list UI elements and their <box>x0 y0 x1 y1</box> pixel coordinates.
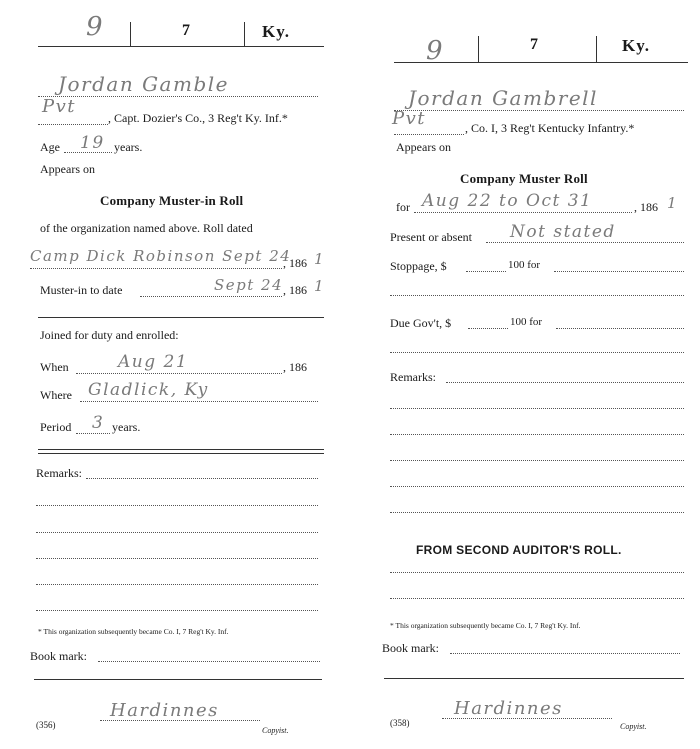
left-when-value: Aug 21 <box>118 352 189 372</box>
left-header-handwritten-number: 9 <box>86 12 105 42</box>
left-period-value: 3 <box>92 413 105 433</box>
right-auditor-stamp: FROM SECOND AUDITOR'S ROLL. <box>416 543 622 557</box>
left-roll-title: Company Muster-in Roll <box>100 193 244 208</box>
left-where-value: Gladlick, Ky <box>88 380 209 400</box>
left-muster-year-digit: 1 <box>314 277 326 295</box>
left-roll-dated-value: Camp Dick Robinson Sept 24 <box>30 247 292 265</box>
right-duegov-label: Due Gov't, $ <box>390 316 452 330</box>
right-appears-on: Appears on <box>396 140 451 154</box>
left-muster-label: Muster-in to date <box>40 283 123 297</box>
left-appears-on: Appears on <box>40 162 95 176</box>
right-header-handwritten-number: 9 <box>426 36 445 66</box>
left-period-years: years. <box>112 420 141 434</box>
right-roll-title: Company Muster Roll <box>460 171 588 186</box>
right-soldier-name: Jordan Gambrell <box>408 86 598 110</box>
left-where-label: Where <box>40 388 72 402</box>
left-header-state: Ky. <box>262 22 291 41</box>
right-for-year-digit: 1 <box>667 194 679 212</box>
right-muster-card <box>350 0 700 749</box>
right-for-label: for <box>396 200 410 214</box>
left-age-label: Age <box>40 140 60 154</box>
right-stoppage-label: Stoppage, $ <box>390 259 447 273</box>
left-copyist-label: Copyist. <box>262 726 289 735</box>
right-present-label: Present or absent <box>390 230 472 244</box>
left-age-value: 19 <box>80 133 105 153</box>
right-soldier-rank: Pvt <box>392 108 427 129</box>
right-present-value: Not stated <box>510 222 616 242</box>
right-signature: Hardinnes <box>454 698 563 719</box>
right-footnote: * This organization subsequently became Co. I, 7 Reg't Ky. Inf. <box>390 621 581 630</box>
left-signature: Hardinnes <box>110 700 219 721</box>
left-muster-year-prefix: , 186 <box>283 283 307 297</box>
left-footnote: * This organization subsequently became Co. I, 7 Reg't Ky. Inf. <box>38 627 229 636</box>
right-remarks-label: Remarks: <box>390 370 436 384</box>
left-remarks-label: Remarks: <box>36 466 82 480</box>
left-muster-card <box>0 0 345 749</box>
left-soldier-rank: Pvt <box>42 96 77 117</box>
right-copyist-label: Copyist. <box>620 722 647 731</box>
left-soldier-name: Jordan Gamble <box>58 72 229 96</box>
left-when-label: When <box>40 360 69 374</box>
left-roll-year-prefix: , 186 <box>283 256 307 270</box>
right-header-state: Ky. <box>622 36 651 55</box>
left-company-line: , Capt. Dozier's Co., 3 Reg't Ky. Inf.* <box>108 111 288 125</box>
right-form-number: (358) <box>390 718 410 728</box>
right-company-line: , Co. I, 3 Reg't Kentucky Infantry.* <box>465 121 635 135</box>
left-when-year: , 186 <box>283 360 307 374</box>
right-header-printed-number: 7 <box>530 36 538 53</box>
right-duegov-mid: 100 for <box>510 316 543 328</box>
left-org-line: of the organization named above. Roll dated <box>40 221 253 235</box>
left-bookmark-label: Book mark: <box>30 649 87 663</box>
left-header-printed-number: 7 <box>182 22 190 39</box>
left-muster-value: Sept 24 <box>214 276 284 294</box>
right-for-value: Aug 22 to Oct 31 <box>422 191 593 211</box>
left-roll-year-digit: 1 <box>314 250 326 268</box>
right-stoppage-mid: 100 for <box>508 259 541 271</box>
left-joined-label: Joined for duty and enrolled: <box>40 328 179 342</box>
right-for-year: , 186 <box>634 200 658 214</box>
right-bookmark-label: Book mark: <box>382 641 439 655</box>
left-period-label: Period <box>40 420 72 434</box>
left-age-years: years. <box>114 140 143 154</box>
left-form-number: (356) <box>36 720 56 730</box>
